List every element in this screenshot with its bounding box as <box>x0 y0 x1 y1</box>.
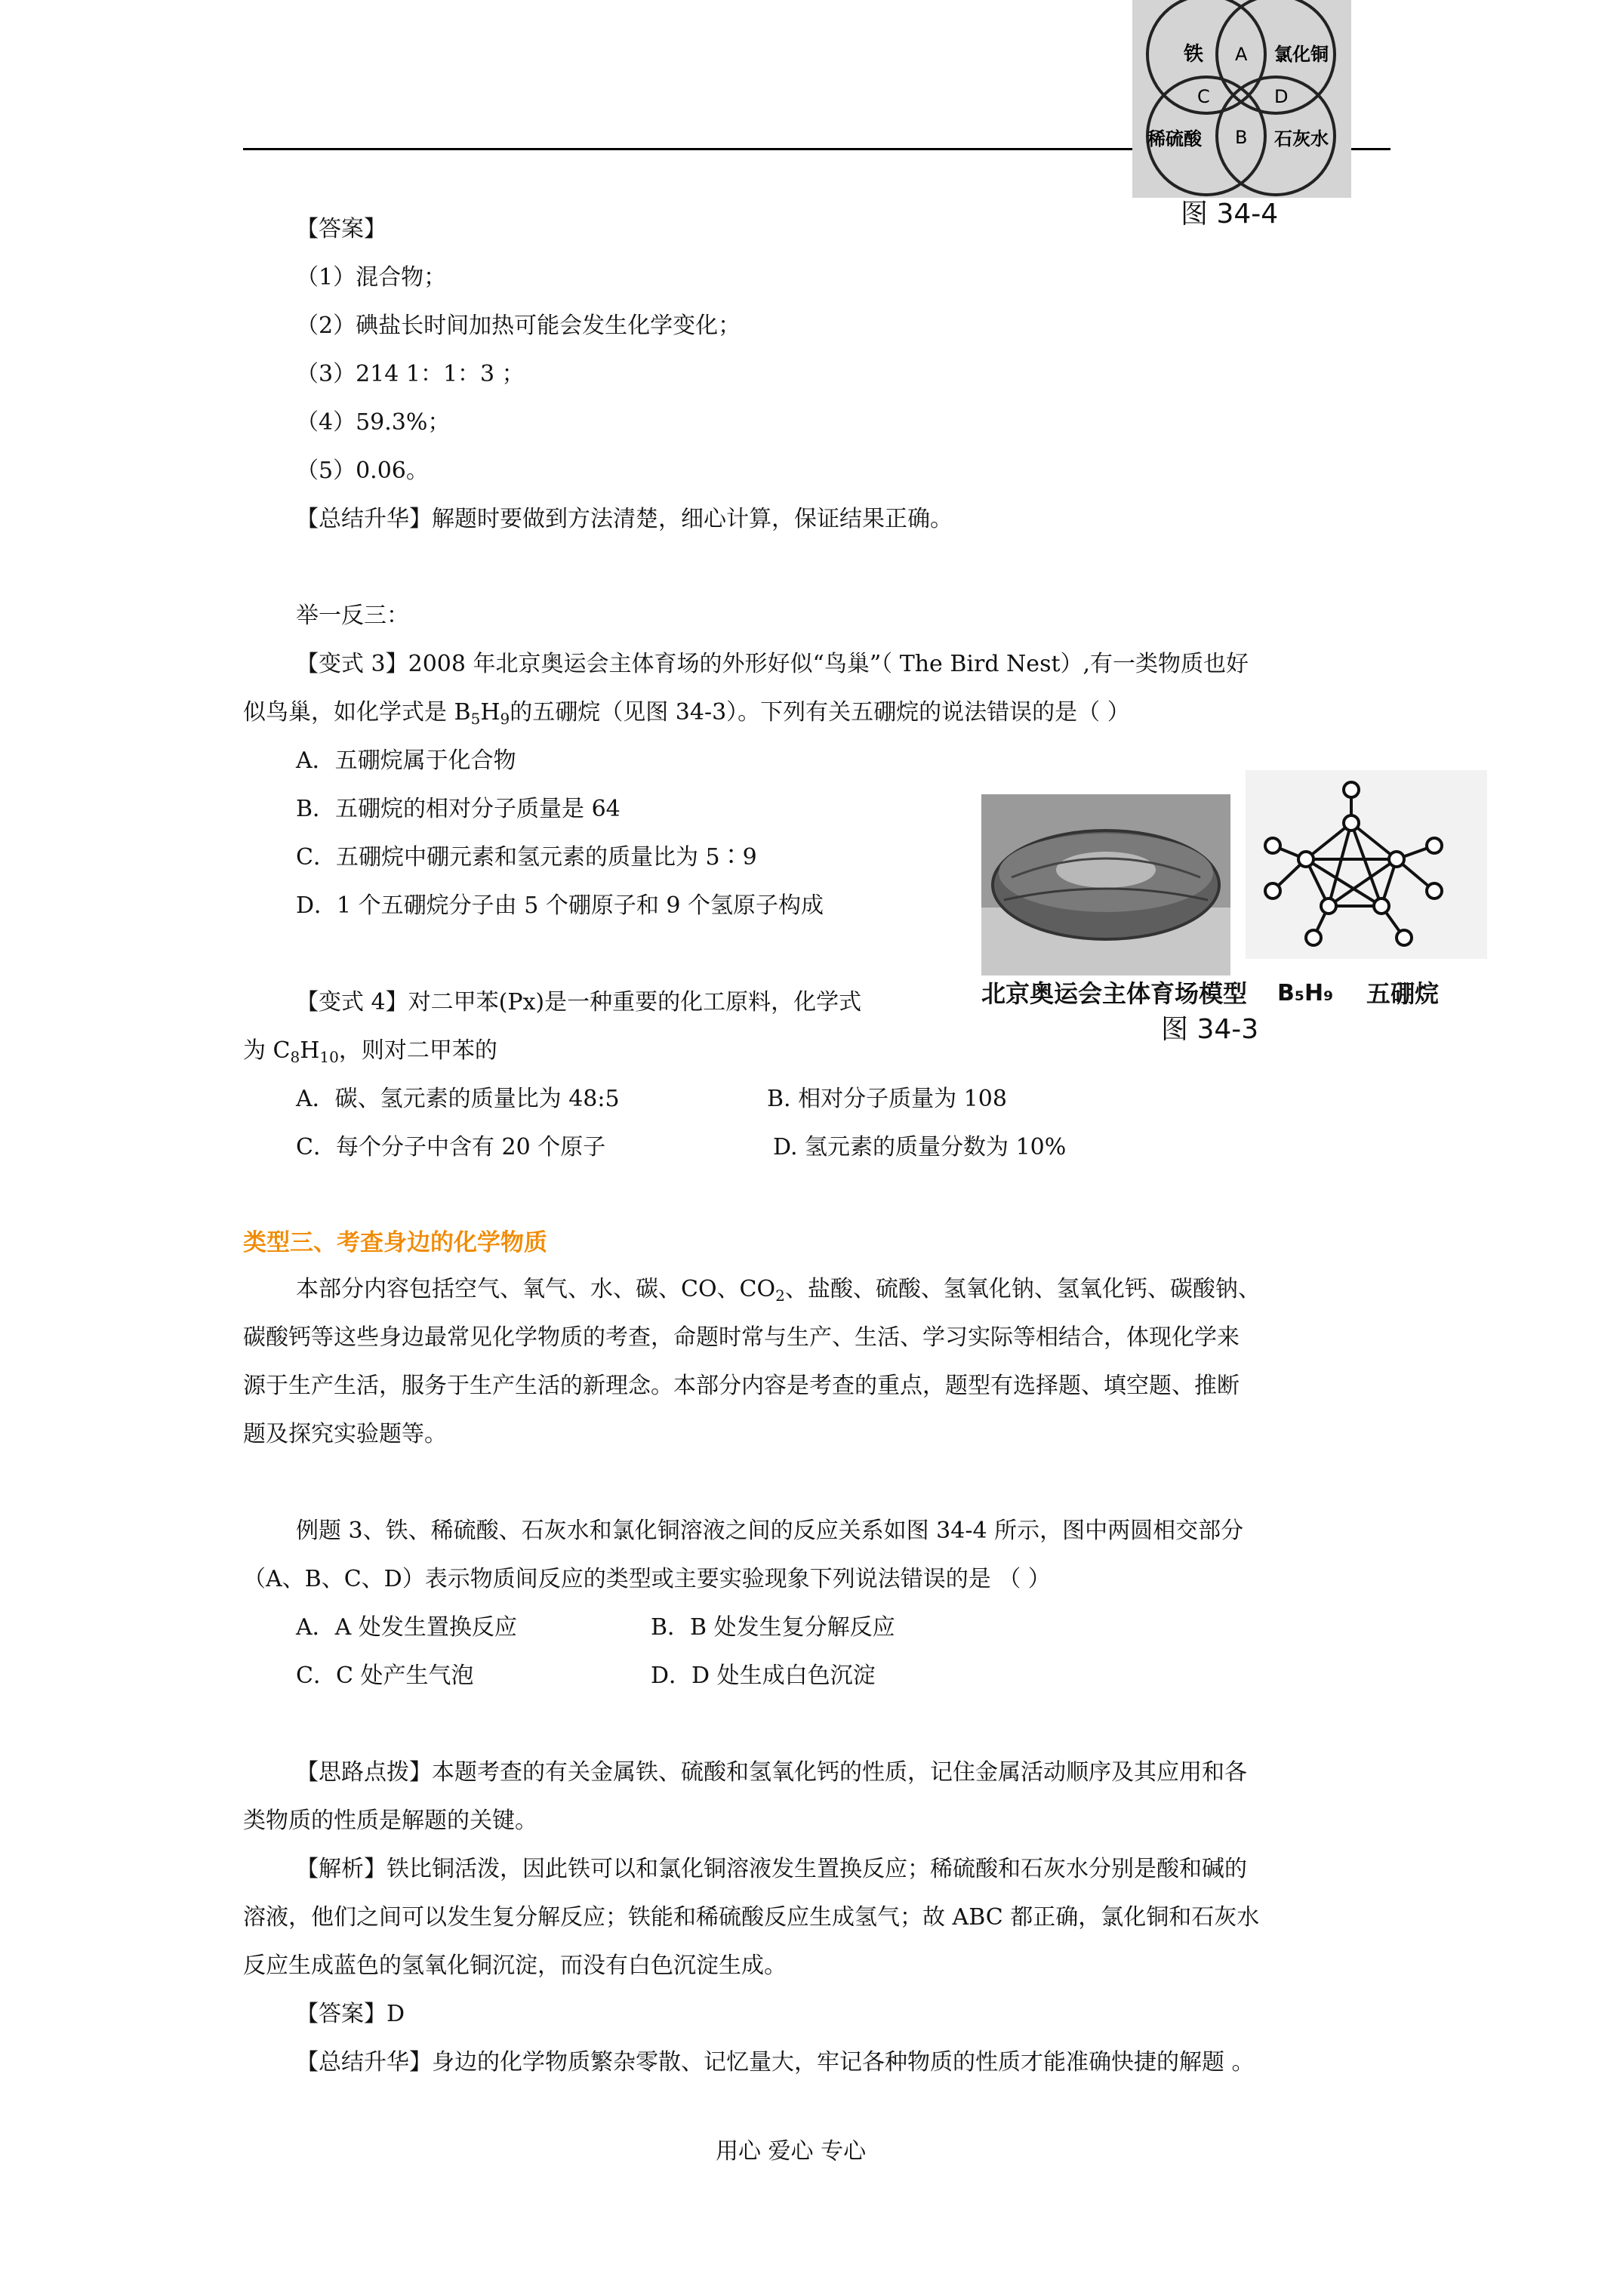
example3-analysis-line1: 【解析】铁比铜活泼，因此铁可以和氯化铜溶液发生置换反应；稀硫酸和石灰水分别是酸和碱的 <box>296 1856 1247 1882</box>
example3-line2: （A、B、C、D）表示物质间反应的类型或主要实验现象下列说法错误的是 （ ） <box>243 1566 1051 1592</box>
venn-diagram <box>1132 0 1351 198</box>
v3-text-c: 的五硼烷（见图 34-3）。下列有关五硼烷的说法错误的是（ ） <box>510 699 1130 726</box>
variant4-line2 <box>243 1036 497 1066</box>
variant4-option-c: C．每个分子中含有 20 个原子 <box>296 1134 606 1160</box>
venn-region-a: A <box>1235 44 1248 65</box>
stadium-photo <box>981 794 1230 975</box>
variant4-option-d: D. 氢元素的质量分数为 10% <box>773 1134 1067 1160</box>
section3-paragraph-line1 <box>296 1274 1261 1305</box>
answer-item-3: （3）214 1：1：3 ； <box>296 361 525 387</box>
answer-heading: 【答案】 <box>296 216 387 242</box>
variant3-line1: 【变式 3】2008 年北京奥运会主体育场的外形好似“鸟巢”（ The Bird Nest）,有一类物质也好 <box>296 651 1249 677</box>
s3-text-a: 本部分内容包括空气、氧气、水、碳、CO、CO <box>296 1276 776 1302</box>
v4-text-a: 为 C <box>243 1037 291 1064</box>
v3-sub-h: 9 <box>500 710 510 728</box>
v4-text-c: ，则对二甲苯的 <box>338 1037 497 1064</box>
v4-text-h: H <box>300 1037 320 1064</box>
venn-caption: 图 34-4 <box>1181 199 1279 230</box>
answer-item-5: （5）0.06。 <box>296 458 429 484</box>
example3-line1: 例题 3、铁、稀硫酸、石灰水和氯化铜溶液之间的反应关系如图 34-4 所示，图中两圆相交部分 <box>296 1518 1244 1544</box>
venn-label-cucl2: 氯化铜 <box>1274 44 1329 65</box>
v3-text-a: 似鸟巢，如化学式是 B <box>243 699 471 726</box>
answer-summary: 【总结升华】解题时要做到方法清楚，细心计算，保证结果正确。 <box>296 506 953 532</box>
molecule-name: 五硼烷 <box>1366 979 1440 1008</box>
variant3-line2 <box>243 698 1130 728</box>
variant4-option-b: B. 相对分子质量为 108 <box>767 1086 1007 1112</box>
section3-paragraph-line4: 题及探究实验题等。 <box>243 1421 447 1447</box>
variant3-option-d: D．1 个五硼烷分子由 5 个硼原子和 9 个氢原子构成 <box>296 892 824 919</box>
venn-label-h2so4: 稀硫酸 <box>1147 128 1202 149</box>
example3-hint-line1: 【思路点拨】本题考查的有关金属铁、硫酸和氢氧化钙的性质，记住金属活动顺序及其应用和各 <box>296 1759 1247 1786</box>
variant3-option-c: C．五硼烷中硼元素和氢元素的质量比为 5∶9 <box>296 844 757 871</box>
section3-paragraph-line2: 碳酸钙等这些身边最常见化学物质的考查，命题时常与生产、生活、学习实际等相结合，体现化学来 <box>243 1324 1240 1351</box>
venn-diagram-figure <box>1132 0 1351 249</box>
stadium-photo-caption: 北京奥运会主体育场模型 <box>981 979 1248 1008</box>
figure-34-3 <box>981 770 1502 1045</box>
section3-paragraph-line3: 源于生产生活，服务于生产生活的新理念。本部分内容是考查的重点，题型有选择题、填空题、推断 <box>243 1373 1240 1399</box>
figure-34-3-caption: 图 34-3 <box>1161 1014 1259 1045</box>
venn-region-c: C <box>1197 86 1210 107</box>
example3-option-a: A．A 处发生置换反应 <box>296 1614 517 1641</box>
variant4-option-a: A．碳、氢元素的质量比为 48:5 <box>296 1086 620 1112</box>
s3-text-b: 、盐酸、硫酸、氢氧化钠、氢氧化钙、碳酸钠、 <box>784 1276 1261 1302</box>
molecule-formula: B₅H₉ <box>1277 980 1334 1006</box>
v4-sub-c: 8 <box>290 1048 300 1066</box>
venn-background <box>1132 0 1351 198</box>
venn-label-lime: 石灰水 <box>1274 128 1329 149</box>
pentaborane-molecule <box>1246 770 1487 959</box>
example3-analysis-line2: 溶液，他们之间可以发生复分解反应；铁能和稀硫酸反应生成氢气；故 ABC 都正确，氯化铜和石灰水 <box>243 1904 1260 1931</box>
example3-summary: 【总结升华】身边的化学物质繁杂零散、记忆量大，牢记各种物质的性质才能准确快捷的解题 。 <box>296 2049 1255 2076</box>
example3-hint-line2: 类物质的性质是解题的关键。 <box>243 1808 537 1834</box>
example3-option-b: B．B 处发生复分解反应 <box>651 1614 895 1641</box>
venn-region-d: D <box>1274 86 1289 107</box>
section3-title: 类型三、考查身边的化学物质 <box>243 1229 547 1256</box>
venn-label-fe: 铁 <box>1184 43 1204 66</box>
s3-sub-co2: 2 <box>775 1287 785 1305</box>
page-footer: 用心 爱心 专心 <box>716 2138 867 2165</box>
variant3-option-a: A．五硼烷属于化合物 <box>296 747 516 774</box>
answer-item-1: （1）混合物； <box>296 264 447 291</box>
v3-sub-b: 5 <box>470 710 481 728</box>
variant4-line1: 【变式 4】对二甲苯(Px)是一种重要的化工原料，化学式 <box>296 989 862 1015</box>
answer-item-4: （4）59.3%； <box>296 409 451 436</box>
example3-option-d: D．D 处生成白色沉淀 <box>651 1663 876 1689</box>
practice-intro: 举一反三： <box>296 603 409 629</box>
v3-text-h: H <box>480 699 500 726</box>
v4-sub-h: 10 <box>319 1048 339 1066</box>
answer-item-2: （2）碘盐长时间加热可能会发生化学变化； <box>296 313 741 339</box>
example3-option-c: C．C 处产生气泡 <box>296 1663 474 1689</box>
example3-answer: 【答案】D <box>296 2001 405 2027</box>
variant3-option-b: B．五硼烷的相对分子质量是 64 <box>296 796 621 822</box>
venn-region-b: B <box>1235 127 1248 148</box>
example3-analysis-line3: 反应生成蓝色的氢氧化铜沉淀，而没有白色沉淀生成。 <box>243 1952 787 1979</box>
